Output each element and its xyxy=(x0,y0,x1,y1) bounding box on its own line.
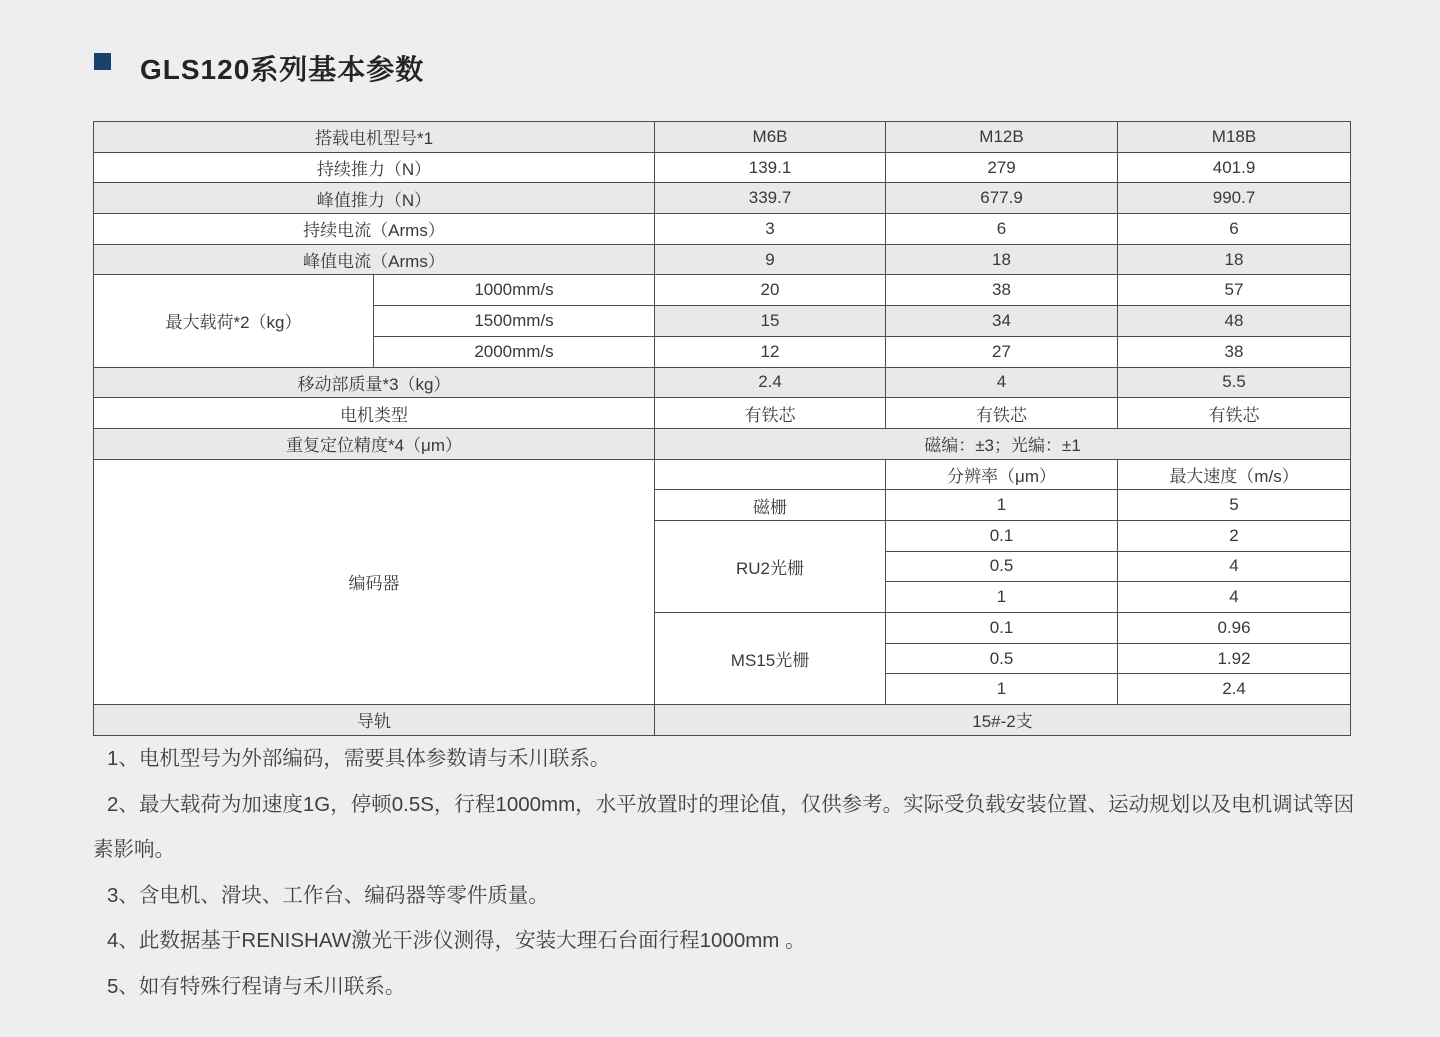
footnote-3: 3、含电机、滑块、工作台、编码器等零件质量。 xyxy=(107,883,549,907)
cell-value: 15 xyxy=(655,306,886,337)
table-row-peak-current xyxy=(94,244,1351,275)
table-row-repeatability xyxy=(94,428,1351,459)
cell-value: 38 xyxy=(886,275,1118,306)
table-row-peak-force xyxy=(94,183,1351,214)
table-row-continuous-current xyxy=(94,214,1351,245)
cell-value: 5.5 xyxy=(1118,367,1351,398)
title-bullet-icon xyxy=(94,53,111,70)
cell-colheader-maxspeed: 最大速度（m/s） xyxy=(1118,459,1351,490)
cell-value: 27 xyxy=(886,336,1118,367)
cell-value: 279 xyxy=(886,152,1118,183)
cell-value: 990.7 xyxy=(1118,183,1351,214)
table-row-motor-type xyxy=(94,398,1351,429)
cell-value: 18 xyxy=(886,244,1118,275)
cell-encoder-group: 磁栅 xyxy=(655,490,886,521)
cell-label: 峰值电流（Arms） xyxy=(94,244,655,275)
cell-value: 1 xyxy=(886,674,1118,705)
cell-encoder-label: 编码器 xyxy=(94,459,655,705)
cell-value: 4 xyxy=(886,367,1118,398)
cell-label: 移动部质量*3（kg） xyxy=(94,367,655,398)
cell-value: 48 xyxy=(1118,306,1351,337)
cell-value: 3 xyxy=(655,214,886,245)
cell-value: 401.9 xyxy=(1118,152,1351,183)
cell-value: 18 xyxy=(1118,244,1351,275)
cell-label: 搭载电机型号*1 xyxy=(94,122,655,153)
cell-colheader-resolution: 分辨率（μm） xyxy=(886,459,1118,490)
cell-label: 重复定位精度*4（μm） xyxy=(94,428,655,459)
table-row-maxload-1000 xyxy=(94,275,1351,306)
cell-value: 0.1 xyxy=(886,520,1118,551)
cell-value: 2 xyxy=(1118,520,1351,551)
cell-encoder-group: MS15光栅 xyxy=(655,613,886,705)
cell-value: 20 xyxy=(655,275,886,306)
cell-label: 持续推力（N） xyxy=(94,152,655,183)
cell-value: 有铁芯 xyxy=(655,398,886,429)
cell-value: 有铁芯 xyxy=(886,398,1118,429)
cell-value: 139.1 xyxy=(655,152,886,183)
cell-value: 1.92 xyxy=(1118,643,1351,674)
cell-speed: 1000mm/s xyxy=(374,275,655,306)
cell-value: 38 xyxy=(1118,336,1351,367)
table-row-moving-mass xyxy=(94,367,1351,398)
cell-value: 2.4 xyxy=(1118,674,1351,705)
cell-value: 57 xyxy=(1118,275,1351,306)
cell-value: 5 xyxy=(1118,490,1351,521)
cell-value: 2.4 xyxy=(655,367,886,398)
cell-speed: 1500mm/s xyxy=(374,306,655,337)
cell-value: 0.96 xyxy=(1118,613,1351,644)
cell-label: 持续电流（Arms） xyxy=(94,214,655,245)
cell-value: 6 xyxy=(886,214,1118,245)
cell-encoder-group: RU2光栅 xyxy=(655,520,886,612)
table-row-motor-model xyxy=(94,122,1351,153)
cell-label: 电机类型 xyxy=(94,398,655,429)
table-row-encoder-header xyxy=(94,459,1351,490)
footnotes xyxy=(93,736,1363,1009)
cell-value: 1 xyxy=(886,490,1118,521)
cell-value-merged: 15#-2支 xyxy=(655,705,1351,736)
cell-speed: 2000mm/s xyxy=(374,336,655,367)
spec-table xyxy=(93,121,1351,736)
cell-value: 0.1 xyxy=(886,613,1118,644)
cell-value-merged: 磁编：±3；光编：±1 xyxy=(655,428,1351,459)
footnote-1: 1、电机型号为外部编码，需要具体参数请与禾川联系。 xyxy=(107,747,611,770)
page-title: GLS120系列基本参数 xyxy=(140,54,425,85)
cell-value: 4 xyxy=(1118,582,1351,613)
cell-value: 339.7 xyxy=(655,183,886,214)
cell-value: 12 xyxy=(655,336,886,367)
cell-value: 9 xyxy=(655,244,886,275)
footnote-4: 4、此数据基于RENISHAW激光干涉仪测得，安装大理石台面行程1000mm 。 xyxy=(107,929,806,952)
footnote-2: 2、最大载荷为加速度1G，停顿0.5S，行程1000mm，水平放置时的理论值，仅供参考。实际受负载安装位置、运动规划以及电机调试等因素影响。 xyxy=(93,792,1355,861)
cell-value: 4 xyxy=(1118,551,1351,582)
cell-label: 导轨 xyxy=(94,705,655,736)
table-row-rail xyxy=(94,705,1351,736)
footnote-5: 5、如有特殊行程请与禾川联系。 xyxy=(107,974,406,998)
cell-value: 34 xyxy=(886,306,1118,337)
cell-value: 有铁芯 xyxy=(1118,398,1351,429)
cell-col-m6b: M6B xyxy=(655,122,886,153)
cell-col-m12b: M12B xyxy=(886,122,1118,153)
cell-value: 0.5 xyxy=(886,643,1118,674)
cell-label: 峰值推力（N） xyxy=(94,183,655,214)
cell-col-m18b: M18B xyxy=(1118,122,1351,153)
cell-value: 6 xyxy=(1118,214,1351,245)
cell-value: 677.9 xyxy=(886,183,1118,214)
cell-value: 1 xyxy=(886,582,1118,613)
cell-empty xyxy=(655,459,886,490)
cell-maxload-label: 最大载荷*2（kg） xyxy=(94,275,374,367)
cell-value: 0.5 xyxy=(886,551,1118,582)
table-row-continuous-force xyxy=(94,152,1351,183)
